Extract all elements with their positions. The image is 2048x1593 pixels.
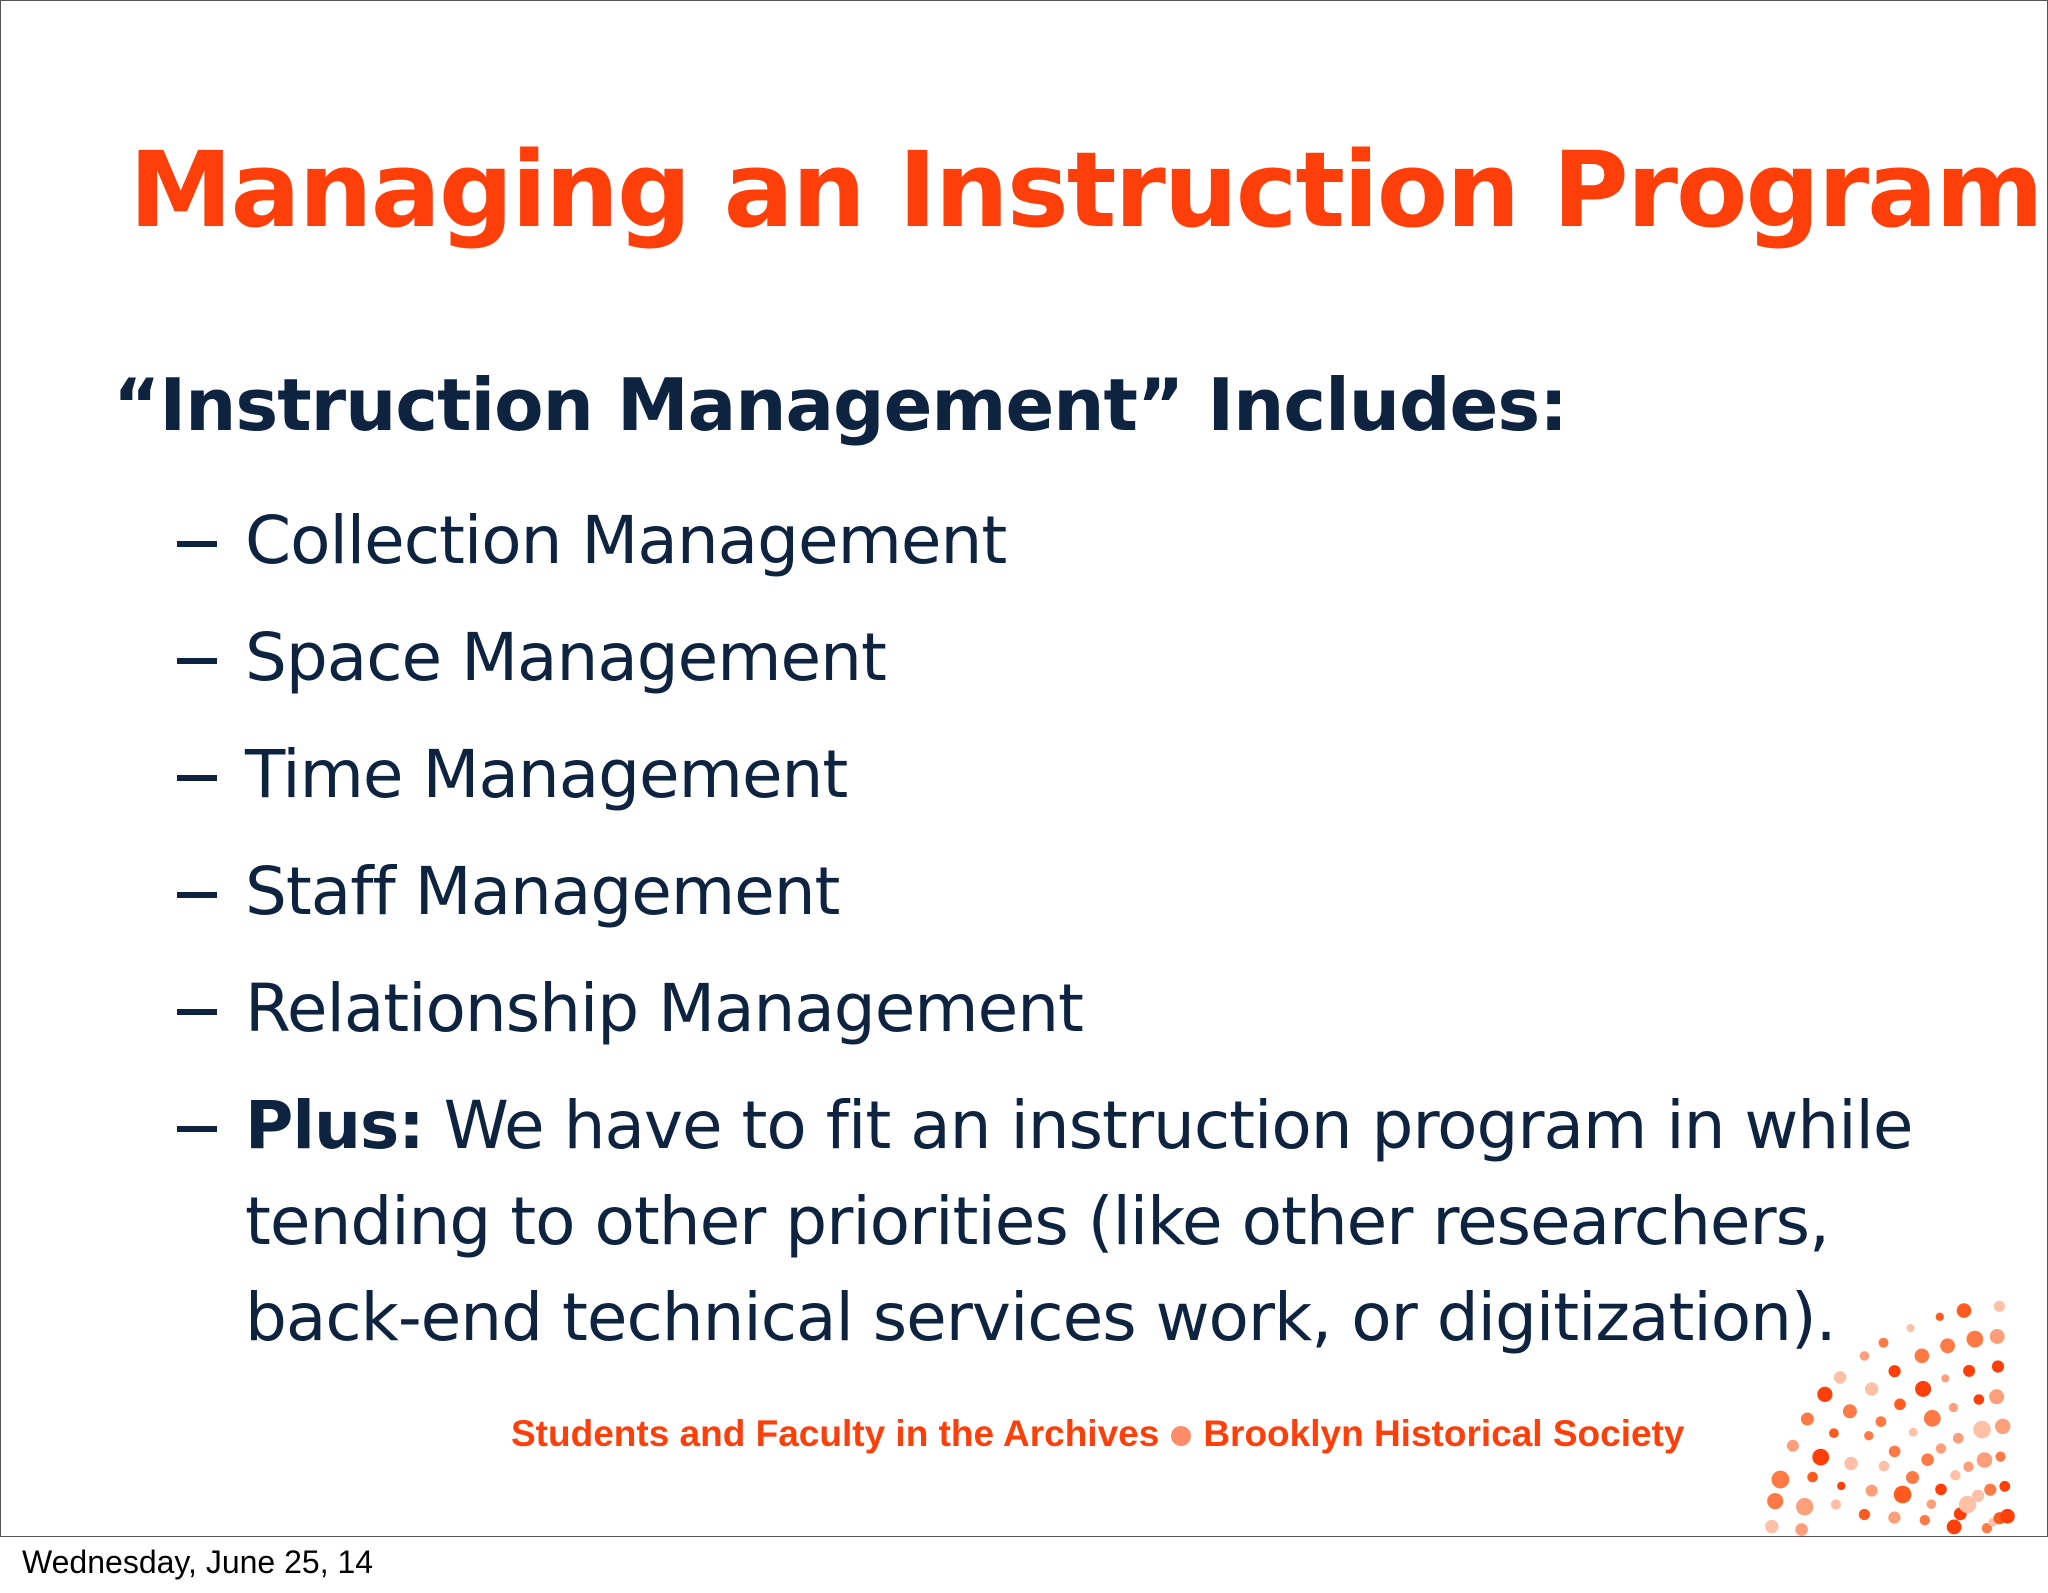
logo-dot (1888, 1512, 1900, 1524)
logo-dot (1994, 1512, 2006, 1524)
logo-dot (1906, 1471, 1919, 1484)
dot-separator-icon (1171, 1426, 1191, 1446)
logo-dot (1959, 1496, 1976, 1513)
plus-label: Plus: (245, 1087, 424, 1164)
logo-dot (1801, 1413, 1814, 1426)
slide-title: Managing an Instruction Program (129, 129, 2042, 251)
plus-text: We have to fit an instruction program in while tending to other priorities (like other researchers, back-end technical services work, or digitization). (245, 1087, 1913, 1356)
logo-dot (1796, 1498, 1813, 1515)
logo-dot (1949, 1403, 1958, 1412)
bullet-text: Staff Management (245, 853, 840, 930)
logo-dot (1990, 1329, 2005, 1344)
logo-dot (1812, 1449, 1829, 1466)
logo-dot (1927, 1499, 1937, 1509)
logo-dot (1843, 1404, 1857, 1418)
bullet-list (177, 493, 1937, 1387)
logo-dot (1924, 1410, 1941, 1427)
bullet-text: Relationship Management (245, 970, 1083, 1047)
bullet-item (177, 610, 1937, 706)
logo-dot (1950, 1470, 1960, 1480)
bullet-item (177, 727, 1937, 823)
slide-heading: “Instruction Management” Includes: (113, 363, 1568, 447)
dash-icon (177, 1009, 217, 1015)
logo-dot (1977, 1452, 1993, 1468)
logo-dot (1829, 1428, 1839, 1438)
logo-dot (1995, 1452, 2005, 1462)
logo-dot (1954, 1508, 1967, 1521)
date-caption: Wednesday, June 25, 14 (22, 1544, 374, 1580)
logo-dot (1936, 1443, 1946, 1453)
logo-dot (1837, 1482, 1845, 1490)
logo-dot (1920, 1515, 1930, 1525)
logo-dot (1953, 1433, 1964, 1444)
logo-dot (1941, 1374, 1949, 1382)
logo-dot (1995, 1419, 2010, 1434)
logo-dot (1963, 1462, 1973, 1472)
logo-dot (1795, 1523, 1808, 1536)
logo-dot (1787, 1440, 1799, 1452)
bullet-text: Time Management (245, 736, 848, 813)
logo-dot (1909, 1428, 1918, 1437)
logo-dot (1982, 1523, 1992, 1533)
logo-dot (1879, 1461, 1890, 1472)
logo-dot (1974, 1394, 1985, 1405)
logo-dot (1866, 1485, 1878, 1497)
dash-icon (177, 658, 217, 664)
logo-dot (1988, 1518, 1997, 1527)
logo-dot (1889, 1446, 1901, 1458)
bullet-item (177, 961, 1937, 1057)
logo-dot (1859, 1509, 1870, 1520)
footer-left: Students and Faculty in the Archives (511, 1413, 1160, 1454)
logo-dot (1831, 1499, 1841, 1509)
dash-icon (177, 775, 217, 781)
logo-dot (1935, 1484, 1947, 1496)
logo-dot (1972, 1490, 1984, 1502)
footer-right: Brooklyn Historical Society (1203, 1413, 1685, 1454)
logo-dot (1894, 1399, 1906, 1411)
logo-dot (1807, 1472, 1818, 1483)
logo-dot (1765, 1520, 1778, 1533)
bullet-text: Space Management (245, 619, 886, 696)
logo-dot (1876, 1416, 1887, 1427)
dash-icon (177, 1126, 217, 1132)
logo-dot (1967, 1331, 1984, 1348)
logo-dot (1947, 1520, 1962, 1535)
bullet-item (177, 493, 1937, 589)
logo-dot (1957, 1303, 1972, 1318)
logo-dot (1864, 1431, 1873, 1440)
logo-dot (1973, 1421, 1991, 1439)
logo-dot (1844, 1457, 1857, 1470)
logo-dot (1767, 1493, 1783, 1509)
logo-dot (1992, 1360, 2004, 1372)
bullet-text: Collection Management (245, 502, 1007, 579)
logo-dot (1984, 1484, 1996, 1496)
bullet-item-plus (177, 1078, 1945, 1366)
logo-dot (1817, 1387, 1832, 1402)
logo-dot (1994, 1301, 2005, 1312)
logo-dot (1772, 1471, 1790, 1489)
logo-dot (1989, 1389, 2004, 1404)
logo-dot (1921, 1453, 1934, 1466)
logo-dot (1963, 1365, 1975, 1377)
slide-footer (511, 1413, 1684, 1455)
bullet-item (177, 844, 1937, 940)
logo-dot (1999, 1481, 2010, 1492)
dash-icon (177, 541, 217, 547)
logo-dot (2000, 1509, 2015, 1524)
dash-icon (177, 892, 217, 898)
logo-dot (1894, 1486, 1912, 1504)
